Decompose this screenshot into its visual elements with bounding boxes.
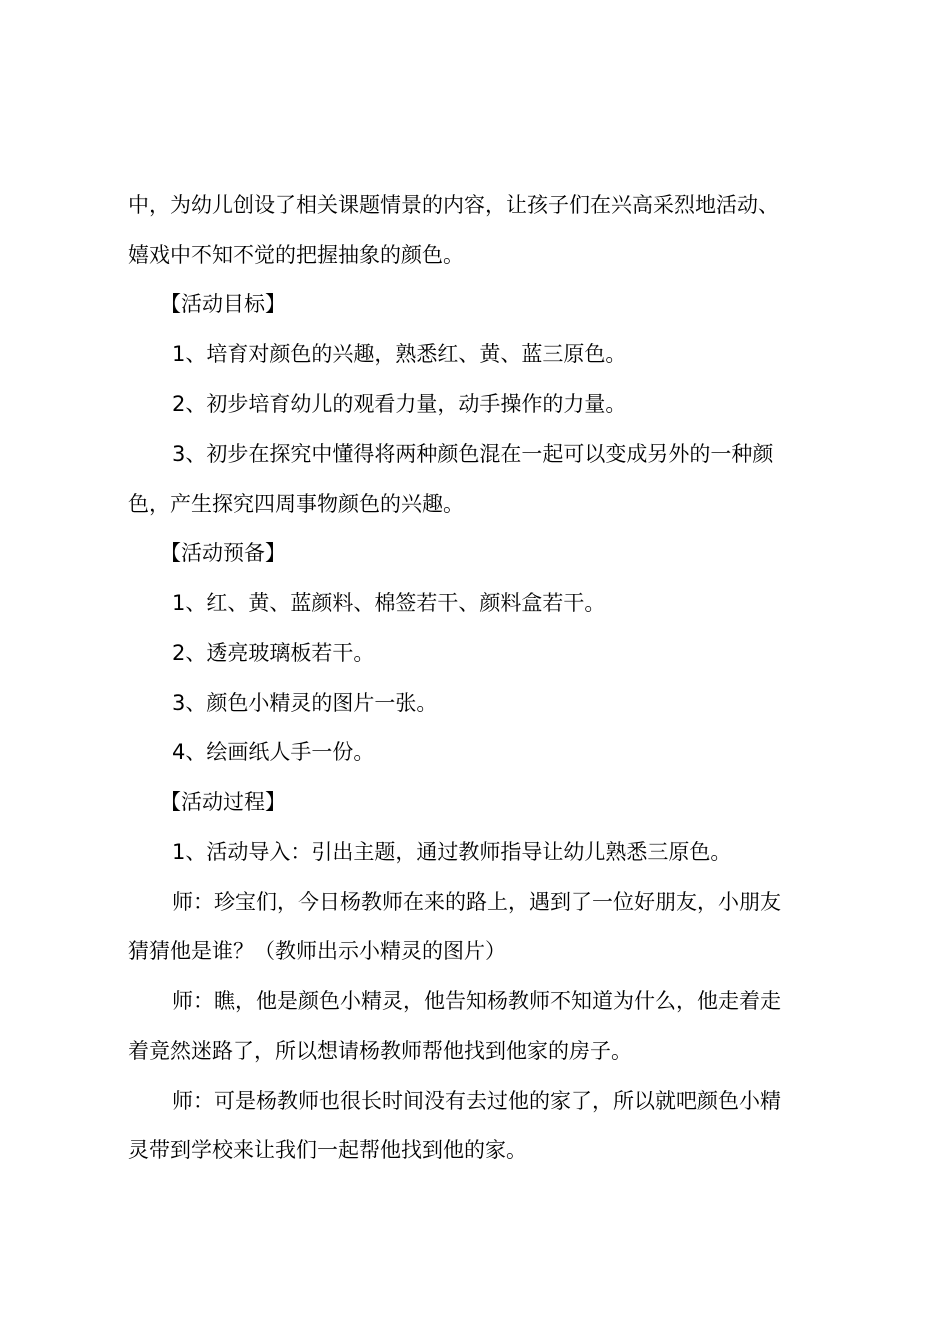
paragraph-line: 着竟然迷路了，所以想请杨教师帮他找到他家的房子。 bbox=[128, 1039, 632, 1063]
paragraph-line: 中，为幼儿创设了相关课题情景的内容，让孩子们在兴高采烈地活动、 bbox=[128, 193, 779, 217]
paragraph-line: 师：可是杨教师也很长时间没有去过他的家了，所以就吧颜色小精 bbox=[172, 1089, 781, 1113]
paragraph-line: 灵带到学校来让我们一起帮他找到他的家。 bbox=[128, 1138, 527, 1162]
list-item: 1、活动导入：引出主题，通过教师指导让幼儿熟悉三原色。 bbox=[172, 840, 732, 864]
paragraph-line: 师：瞧，他是颜色小精灵，他告知杨教师不知道为什么，他走着走 bbox=[172, 989, 781, 1013]
paragraph-line: 师：珍宝们，今日杨教师在来的路上，遇到了一位好朋友，小朋友 bbox=[172, 890, 781, 914]
section-heading-process: 【活动过程】 bbox=[160, 790, 286, 814]
paragraph-line: 猜猜他是谁？（教师出示小精灵的图片） bbox=[128, 939, 506, 963]
paragraph-line: 嬉戏中不知不觉的把握抽象的颜色。 bbox=[128, 243, 464, 267]
list-item: 2、透亮玻璃板若干。 bbox=[172, 641, 375, 665]
list-item: 1、培育对颜色的兴趣，熟悉红、黄、蓝三原色。 bbox=[172, 342, 627, 366]
list-item: 3、颜色小精灵的图片一张。 bbox=[172, 691, 438, 715]
paragraph-line: 色，产生探究四周事物颜色的兴趣。 bbox=[128, 492, 464, 516]
list-item: 3、初步在探究中懂得将两种颜色混在一起可以变成另外的一种颜 bbox=[172, 442, 774, 466]
list-item: 4、绘画纸人手一份。 bbox=[172, 740, 375, 764]
section-heading-preparation: 【活动预备】 bbox=[160, 541, 286, 565]
section-heading-goals: 【活动目标】 bbox=[160, 292, 286, 316]
list-item: 2、初步培育幼儿的观看力量，动手操作的力量。 bbox=[172, 392, 627, 416]
list-item: 1、红、黄、蓝颜料、棉签若干、颜料盒若干。 bbox=[172, 591, 606, 615]
